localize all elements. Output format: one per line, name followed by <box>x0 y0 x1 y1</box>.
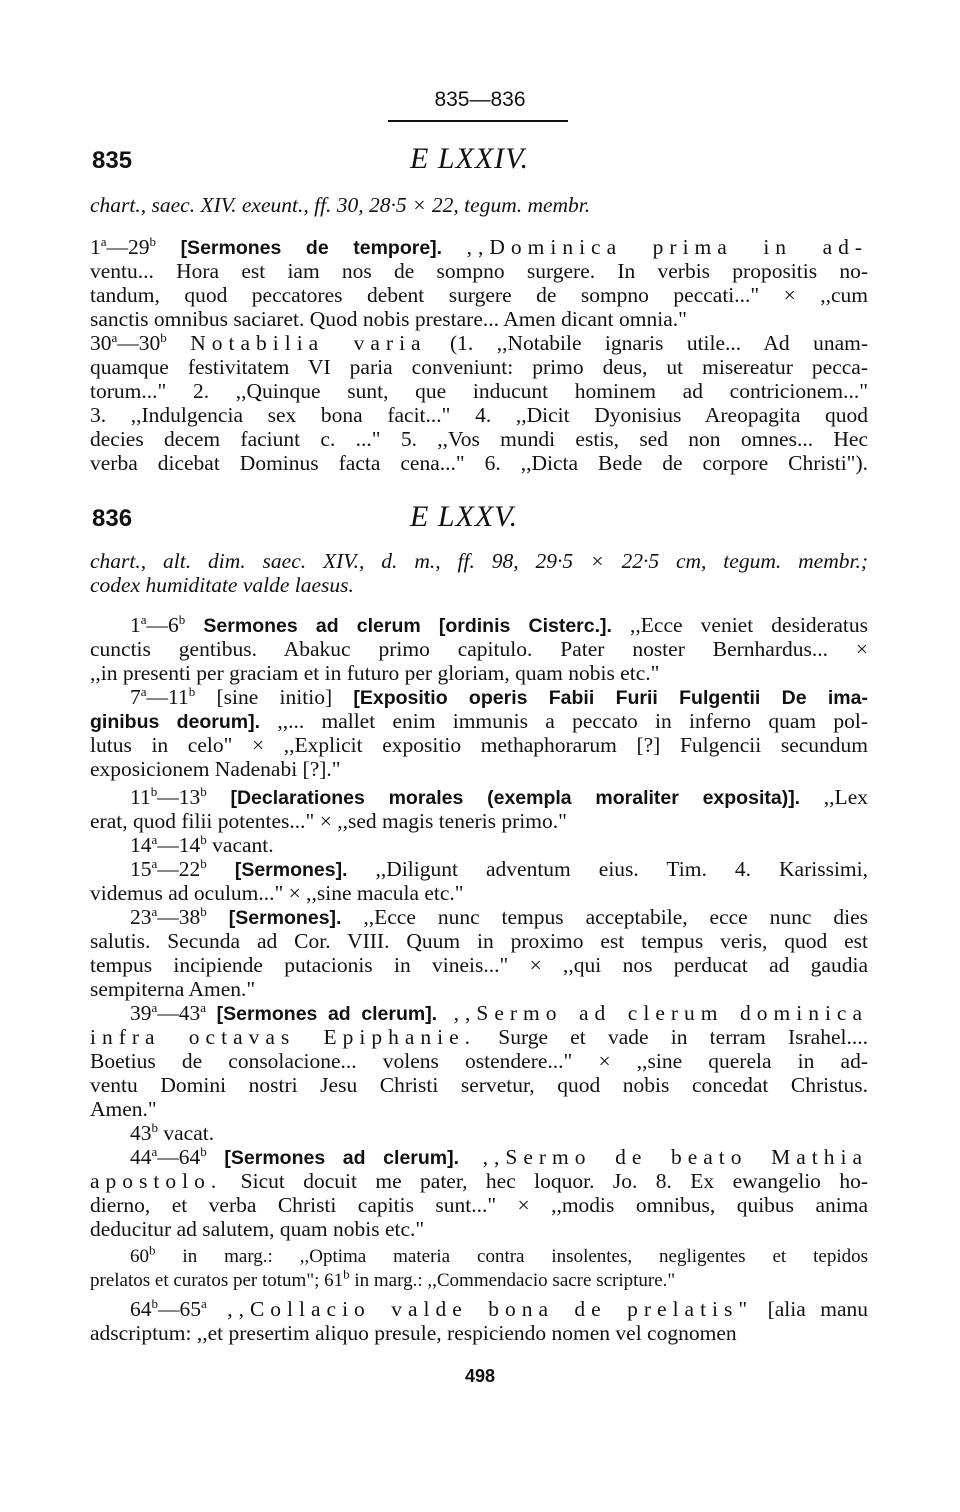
entry-836-line-12: videmus ad oculum..." × ,,sine macula etc." <box>90 881 464 905</box>
entry-description-835: chart., saec. XIV. exeunt., ff. 30, 28·5 × 22, tegum. membr. <box>90 193 591 217</box>
entry-836-line-25: dierno, et verba Christi capitis sunt..." × ,,modis omnibus, quibus anima <box>90 1193 868 1217</box>
entry-836-line-17: 39$^a$—43$^a$ [Sermones ad clerum]. ,,Sermo ad clerum dominica <box>130 999 869 1025</box>
entry-description-836-line-2: codex humiditate valde laesus. <box>90 573 354 597</box>
entry-number-836: 836 <box>92 505 133 532</box>
entry-836-line-10: 14$^a$—14$^b$ vacant. <box>130 831 274 857</box>
item-835-2-line-3: torum..." 2. ,,Quinque sunt, que inducunt hominem ad contricionem..." <box>90 379 868 403</box>
entry-836-line-7: exposicionem Nadenabi [?]." <box>90 757 341 781</box>
entry-836-line-24: apostolo. Sicut docuit me pater, hec loquor. Jo. 8. Ex ewangelio ho- <box>90 1169 868 1193</box>
item-835-1-line-2: ventu... Hora est iam nos de sompno surgere. In verbis propositis no- <box>90 259 868 283</box>
item-835-2-line-4: 3. ,,Indulgencia sex bona facit..." 4. ,,Dicit Dyonisius Areopagita quod <box>90 403 868 427</box>
entry-836-line-16: sempiterna Amen." <box>90 977 256 1001</box>
entry-836-line-3: ,,in presenti per graciam et in futuro per gloriam, quam nobis etc." <box>90 661 660 685</box>
entry-836-line-23: 44$^a$—64$^b$ [Sermones ad clerum]. ,,Sermo de beato Mathia <box>130 1143 868 1169</box>
item-835-2-line-5: decies decem faciunt c. ..." 5. ,,Vos mundi estis, sed non omnes... Hec <box>90 427 868 451</box>
entry-836-line-6: lutus in celo" × ,,Explicit expositio methaphorarum [?] Fulgencii secundum <box>90 733 868 757</box>
entry-836-line-21: Amen." <box>90 1097 157 1121</box>
entry-836-line-4: 7$^a$—11$^b$ [sine initio] [Expositio operis Fabii Furii Fulgentii De ima- <box>130 683 868 709</box>
entry-836-line-27: 60$^b$ in marg.: ,,Optima materia contra insolentes, negligentes et tepidos <box>130 1242 868 1267</box>
entry-description-836-line-1: chart., alt. dim. saec. XIV., d. m., ff. 98, 29·5 × 22·5 cm, tegum. membr.; <box>90 549 868 573</box>
entry-836-line-18: infra octavas Epiphanie. Surge et vade in terram Israhel.... <box>90 1025 868 1049</box>
entry-836-line-2: cunctis gentibus. Abakuc primo capitulo. Pater noster Bernhardus... × <box>90 637 868 661</box>
item-835-1-line-3: tandum, quod peccatores debent surgere de sompno peccati..." × ,,cum <box>90 283 868 307</box>
entry-836-line-8: 11$^b$—13$^b$ [Declarationes morales (exempla moraliter exposita)]. ,,Lex <box>130 783 868 809</box>
entry-836-line-26: deducitur ad salutem, quam nobis etc." <box>90 1217 425 1241</box>
header-rule <box>388 120 568 122</box>
item-835-1-line-4: sanctis omnibus saciaret. Quod nobis prestare... Amen dicant omnia." <box>90 307 687 331</box>
entry-836-line-28: prelatos et curatos per totum"; 61$^b$ in marg.: ,,Commendacio sacre scripture." <box>90 1266 676 1291</box>
page-number: 498 <box>464 1366 496 1386</box>
item-835-2-line-2: quamque festivitatem VI paria conveniunt: primo deus, ut misereatur pecca- <box>90 355 868 379</box>
item-835-2-line-6: verba dicebat Dominus facta cena..." 6. ,,Dicta Bede de corpore Christi"). <box>90 451 868 475</box>
entry-number-835: 835 <box>92 147 133 174</box>
entry-836-line-22: 43$^b$ vacat. <box>130 1119 215 1145</box>
entry-836-line-15: tempus incipiende putacionis in vineis..." × ,,qui nos perducat ad gaudia <box>90 953 868 977</box>
item-835-1-line-1: 1$^a$—29$^b$ [Sermones de tempore]. ,,Dominica prima in ad- <box>90 233 869 259</box>
running-header: 835—836 <box>434 88 526 111</box>
entry-signature-835: E LXXIV. <box>410 142 530 175</box>
entry-836-line-13: 23$^a$—38$^b$ [Sermones]. ,,Ecce nunc tempus acceptabile, ecce nunc dies <box>130 903 868 929</box>
entry-836-line-29: 64$^b$—65$^a$ ,,Collacio valde bona de prelatis" [alia manu <box>130 1295 868 1321</box>
entry-signature-836: E LXXV. <box>410 500 519 533</box>
entry-836-line-20: ventu Domini nostri Jesu Christi servetur, quod nobis concedat Christus. <box>90 1073 868 1097</box>
item-title: [Sermones de tempore]. <box>180 237 443 259</box>
entry-836-line-19: Boetius de consolacione... volens ostendere..." × ,,sine querela in ad- <box>90 1049 868 1073</box>
entry-836-line-1: 1$^a$—6$^b$ Sermones ad clerum [ordinis Cisterc.]. ,,Ecce veniet desideratus <box>130 611 868 637</box>
entry-836-line-14: salutis. Secunda ad Cor. VIII. Quum in proximo est tempus veris, quod est <box>90 929 868 953</box>
item-835-2-line-1: 30$^a$—30$^b$ Notabilia varia (1. ,,Notabile ignaris utile... Ad unam- <box>90 329 869 355</box>
entry-836-line-11: 15$^a$—22$^b$ [Sermones]. ,,Diligunt adventum eius. Tim. 4. Karissimi, <box>130 855 868 881</box>
entry-836-line-30: adscriptum: ,,et presertim aliquo presule, respiciendo nomen vel cognomen <box>90 1321 737 1345</box>
entry-836-line-5: ginibus deorum]. ,,... mallet enim immunis a peccato in inferno quam pol- <box>90 709 868 733</box>
entry-836-line-9: erat, quod filii potentes..." × ,,sed magis teneris primo." <box>90 809 567 833</box>
